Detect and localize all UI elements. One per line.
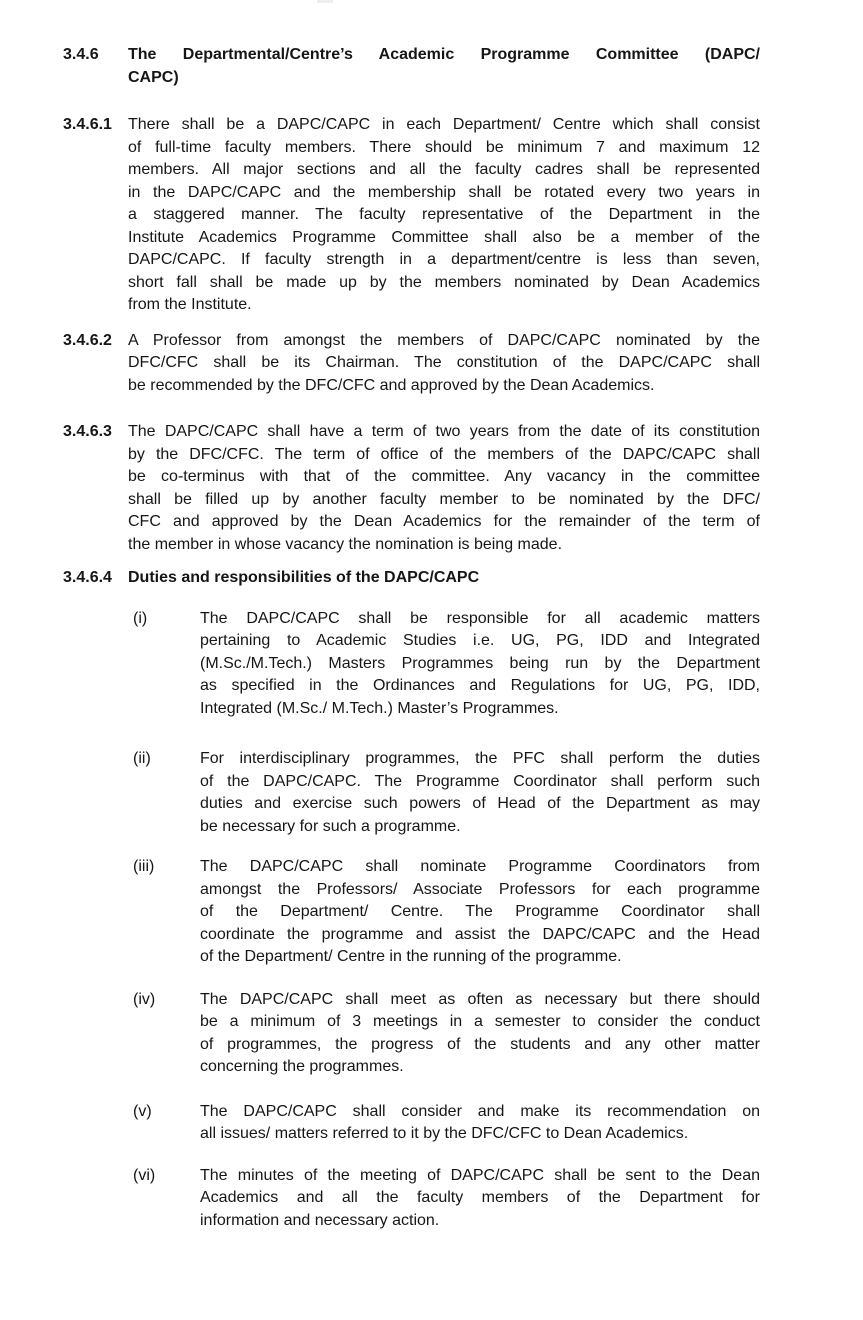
list-item <box>128 748 760 838</box>
text-line: There shall be a DAPC/CAPC in each Department/ Centre which shall consist <box>128 116 760 133</box>
paragraph-text <box>128 114 760 317</box>
paragraph <box>63 114 760 317</box>
text-line: The Departmental/Centre’s Academic Programme Committee (DAPC/ <box>128 46 760 63</box>
heading-text <box>128 44 760 89</box>
text-line: of full-time faculty members. There should be minimum 7 and maximum 12 <box>128 138 760 156</box>
paragraph <box>63 330 760 398</box>
text-line: The DAPC/CAPC shall have a term of two years from the date of its constitution <box>128 423 760 440</box>
text-line: A Professor from amongst the members of DAPC/CAPC nominated by the <box>128 331 760 349</box>
list-item-text <box>200 989 760 1079</box>
subsection-heading <box>63 567 760 590</box>
scan-artifact <box>317 0 333 3</box>
paragraph-text <box>128 330 760 398</box>
list-item-marker: (vi) <box>133 1166 156 1184</box>
text-line: the member in whose vacancy the nomination is being made. <box>128 535 563 553</box>
text-line: be co-terminus with that of the committee. Any vacancy in the committee <box>128 468 760 485</box>
text-line: be recommended by the DFC/CFC and approved by the Dean Academics. <box>128 376 655 394</box>
subheading-text: Duties and responsibilities of the DAPC/CAPC <box>128 569 480 586</box>
list-item <box>128 989 760 1079</box>
text-line: Academics and all the faculty members of the Department for <box>200 1189 760 1206</box>
text-line: CAPC) <box>128 68 179 86</box>
text-line: The DAPC/CAPC shall meet as often as necessary but there should <box>200 990 760 1008</box>
text-line: be a minimum of 3 meetings in a semester to consider the conduct <box>200 1013 760 1030</box>
list-item-text <box>200 748 760 838</box>
list-item <box>128 1101 760 1146</box>
text-line: (M.Sc./M.Tech.) Masters Programmes being run by the Department <box>200 654 760 672</box>
text-line: of the Department/ Centre in the running of the programme. <box>200 948 622 965</box>
subheading-number: 3.4.6.4 <box>63 569 112 586</box>
text-line: short fall shall be made up by the members nominated by Dean Academics <box>128 273 760 291</box>
text-line: from the Institute. <box>128 296 252 313</box>
text-line: of the Department/ Centre. The Programme Coordinator shall <box>200 903 760 920</box>
list-item-marker: (iii) <box>133 858 155 875</box>
list-item-text <box>200 1165 760 1233</box>
list-item <box>128 856 760 969</box>
text-line: concerning the programmes. <box>200 1058 404 1075</box>
paragraph <box>63 421 760 556</box>
text-line: Integrated (M.Sc./ M.Tech.) Master’s Programmes. <box>200 699 559 717</box>
document-content <box>63 44 760 1232</box>
text-line: The DAPC/CAPC shall nominate Programme Coordinators from <box>200 858 760 875</box>
list-item <box>128 1165 760 1233</box>
list-item-marker: (i) <box>133 609 148 627</box>
text-line: pertaining to Academic Studies i.e. UG, PG, IDD and Integrated <box>200 632 760 649</box>
text-line: members. All major sections and all the faculty cadres shall be represented <box>128 161 760 178</box>
list-item-text <box>200 608 760 721</box>
paragraph-text <box>128 421 760 556</box>
text-line: by the DFC/CFC. The term of office of the members of the DAPC/CAPC shall <box>128 445 760 463</box>
list-item <box>128 608 760 721</box>
text-line: all issues/ matters referred to it by the DFC/CFC to Dean Academics. <box>200 1125 689 1142</box>
text-line: as specified in the Ordinances and Regulations for UG, PG, IDD, <box>200 677 760 694</box>
text-line: The DAPC/CAPC shall consider and make its recommendation on <box>200 1102 760 1120</box>
text-line: be necessary for such a programme. <box>200 817 461 835</box>
heading-number: 3.4.6 <box>63 46 99 63</box>
list-item-marker: (iv) <box>133 990 156 1008</box>
text-line: shall be filled up by another faculty member to be nominated by the DFC/ <box>128 490 760 508</box>
list-item-text <box>200 1101 760 1146</box>
paragraph-number: 3.4.6.1 <box>63 116 112 133</box>
text-line: CFC and approved by the Dean Academics for the remainder of the term of <box>128 513 760 530</box>
text-line: of programmes, the progress of the students and any other matter <box>200 1035 760 1053</box>
paragraph-number: 3.4.6.3 <box>63 423 112 440</box>
text-line: in the DAPC/CAPC and the membership shall be rotated every two years in <box>128 183 760 201</box>
text-line: DFC/CFC shall be its Chairman. The constitution of the DAPC/CAPC shall <box>128 354 760 371</box>
text-line: of the DAPC/CAPC. The Programme Coordinator shall perform such <box>200 772 760 790</box>
list-item-marker: (v) <box>133 1102 152 1120</box>
text-line: amongst the Professors/ Associate Professors for each programme <box>200 880 760 898</box>
text-line: a staggered manner. The faculty representative of the Department in the <box>128 206 760 223</box>
text-line: The minutes of the meeting of DAPC/CAPC shall be sent to the Dean <box>200 1166 760 1184</box>
paragraph-number: 3.4.6.2 <box>63 331 112 349</box>
text-line: The DAPC/CAPC shall be responsible for all academic matters <box>200 609 760 627</box>
text-line: duties and exercise such powers of Head of the Department as may <box>200 795 760 812</box>
text-line: DAPC/CAPC. If faculty strength in a department/centre is less than seven, <box>128 251 760 268</box>
list-item-text <box>200 856 760 969</box>
text-line: information and necessary action. <box>200 1211 440 1229</box>
text-line: For interdisciplinary programmes, the PFC shall perform the duties <box>200 750 760 767</box>
text-line: coordinate the programme and assist the DAPC/CAPC and the Head <box>200 925 760 943</box>
text-line: Institute Academics Programme Committee shall also be a member of the <box>128 228 760 246</box>
section-heading <box>63 44 760 89</box>
list-item-marker: (ii) <box>133 750 151 767</box>
